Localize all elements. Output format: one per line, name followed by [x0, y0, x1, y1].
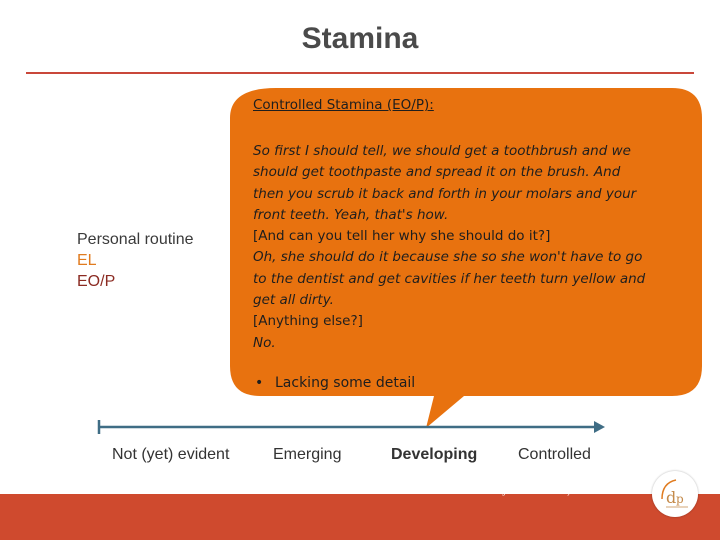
svg-text:d: d	[666, 488, 677, 507]
transcript-line: should get toothpaste and spread it on the brush. And	[253, 164, 621, 181]
transcript-line: [Anything else?]	[253, 313, 363, 330]
transcript-line: then you scrub it back and forth in your molars and your	[253, 185, 637, 202]
scale-label-developing: Developing	[391, 446, 478, 463]
transcript-line: to the dentist and get cavities if her teeth turn yellow and	[253, 270, 646, 287]
transcript-line: So first I should tell, we should get a toothbrush and we	[253, 143, 631, 159]
scale-label-controlled: Controlled	[518, 446, 591, 463]
svg-text:p: p	[676, 492, 684, 506]
transcript-line: get all dirty.	[253, 292, 334, 309]
label-el: EL	[77, 252, 97, 269]
transcript-line: [And can you tell her why she should do it?]	[253, 228, 551, 245]
bullet-icon: •	[255, 375, 264, 391]
slide-title: Stamina	[301, 22, 419, 55]
bubble-heading: Controlled Stamina (EO/P):	[253, 97, 434, 113]
copyright-text: © 2015 The Regents of the University of California	[454, 489, 610, 496]
transcript-line: front teeth. Yeah, that's how.	[253, 206, 449, 223]
arrow-head-icon	[594, 421, 605, 433]
label-personal-routine: Personal routine	[77, 231, 194, 248]
scale-label-not-yet-evident: Not (yet) evident	[112, 446, 230, 463]
scale-label-emerging: Emerging	[273, 446, 342, 463]
university-logo	[652, 471, 698, 517]
logo-icon	[652, 471, 698, 517]
transcript-line: Oh, she should do it because she so she won't have to go	[253, 249, 643, 266]
bubble-bullet-text: Lacking some detail	[275, 375, 416, 391]
label-eop: EO/P	[77, 273, 116, 290]
transcript-line: No.	[253, 334, 276, 351]
footer-bar	[0, 494, 720, 540]
